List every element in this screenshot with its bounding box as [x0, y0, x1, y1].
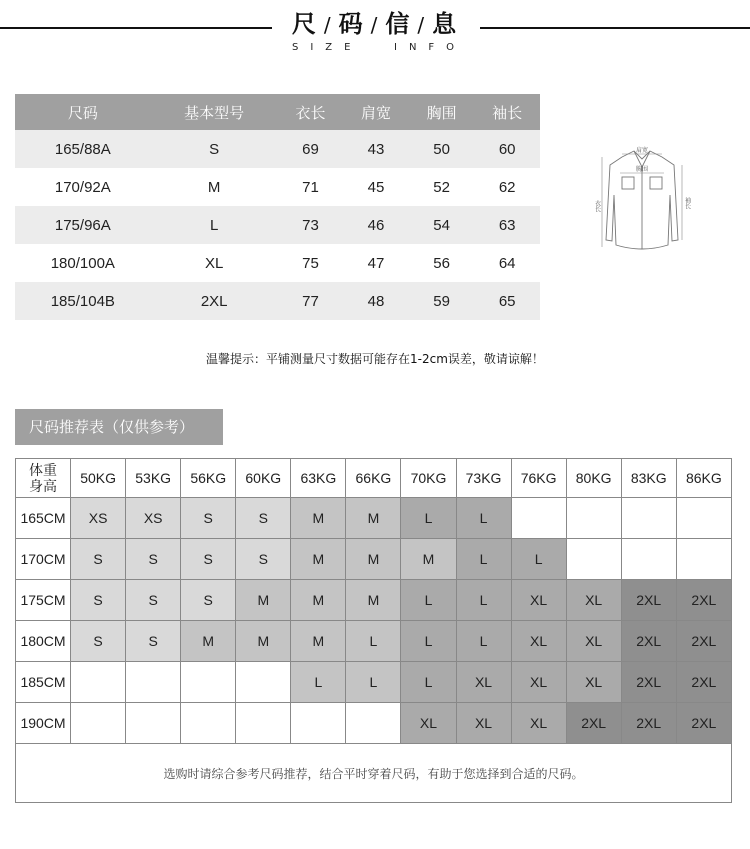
size-recommend-cell: XL [511, 621, 566, 662]
size-recommend-cell [236, 703, 291, 744]
size-recommend-cell: XL [511, 703, 566, 744]
size-recommend-cell [566, 498, 621, 539]
size-recommend-cell [676, 539, 731, 580]
recommend-table [15, 458, 732, 803]
weight-header: 56KG [181, 459, 236, 498]
title-char: 尺 [291, 10, 318, 38]
size-recommend-cell: XL [566, 662, 621, 703]
weight-header: 63KG [291, 459, 346, 498]
recommend-note: 选购时请综合参考尺码推荐，结合平时穿着尺码，有助于您选择到合适的尺码。 [16, 744, 732, 803]
corner-bottom: 身高 [29, 478, 58, 494]
size-recommend-cell: L [401, 662, 456, 703]
size-recommend-cell [511, 498, 566, 539]
weight-header: 80KG [566, 459, 621, 498]
size-cell: 50 [409, 130, 475, 168]
size-recommend-cell: XS [126, 498, 181, 539]
size-recommend-cell [236, 662, 291, 703]
weight-header: 66KG [346, 459, 401, 498]
size-recommend-cell: M [346, 498, 401, 539]
size-recommend-cell: XL [566, 621, 621, 662]
size-cell: 180/100A [50, 254, 115, 272]
size-recommend-cell: M [291, 580, 346, 621]
weight-header: 70KG [401, 459, 456, 498]
size-recommend-cell: S [181, 539, 236, 580]
size-cell: 45 [367, 178, 385, 196]
size-cell: 170/92A [54, 178, 111, 196]
size-cell: 175/96A [15, 206, 151, 244]
height-header: 165CM [16, 498, 71, 539]
size-recommend-cell: 2XL [621, 621, 676, 662]
size-recommend-cell: L [346, 662, 401, 703]
size-recommend-cell: M [236, 580, 291, 621]
size-recommend-cell: L [456, 621, 511, 662]
page-title: 尺 / 码 / 信 / 息 [291, 10, 459, 38]
size-row [15, 282, 540, 320]
size-recommend-cell: S [181, 498, 236, 539]
size-recommend-cell: M [291, 621, 346, 662]
weight-header: 53KG [126, 459, 181, 498]
title-char: 码 [338, 10, 365, 38]
size-recommend-cell [566, 539, 621, 580]
size-recommend-cell: XS [71, 498, 126, 539]
size-cell: 56 [433, 254, 450, 272]
size-recommend-cell: 2XL [676, 662, 731, 703]
size-recommend-cell: L [401, 580, 456, 621]
corner-top: 体重 [29, 462, 58, 478]
size-cell: 77 [278, 282, 344, 320]
size-recommend-cell: XL [511, 662, 566, 703]
size-cell: 71 [302, 178, 319, 196]
size-recommend-cell [291, 703, 346, 744]
height-row [16, 498, 732, 539]
size-recommend-cell: L [456, 580, 511, 621]
subtitle-info: INFO [394, 42, 467, 53]
weight-header-row [16, 459, 732, 498]
height-row [16, 539, 732, 580]
size-recommend-cell: S [126, 580, 181, 621]
size-cell: XL [204, 254, 224, 272]
size-cell: 54 [409, 206, 475, 244]
size-recommend-cell: S [126, 621, 181, 662]
column-header: 袖长 [474, 94, 540, 130]
size-table-header [15, 94, 540, 130]
size-recommend-cell: M [401, 539, 456, 580]
weight-header: 73KG [456, 459, 511, 498]
size-recommend-cell: XL [456, 703, 511, 744]
size-recommend-cell: M [291, 498, 346, 539]
size-recommend-cell: M [346, 580, 401, 621]
size-cell: 52 [433, 178, 450, 196]
size-recommend-cell: L [456, 539, 511, 580]
height-row [16, 662, 732, 703]
size-row [15, 244, 540, 282]
size-recommend-cell: L [401, 621, 456, 662]
title-char: 息 [432, 10, 459, 38]
size-table [15, 94, 540, 320]
size-row [15, 168, 540, 206]
size-recommend-cell: XL [511, 580, 566, 621]
subtitle-size: SIZE [292, 42, 363, 53]
size-recommend-cell: M [181, 621, 236, 662]
size-recommend-cell: 2XL [621, 662, 676, 703]
size-cell: 59 [409, 282, 475, 320]
weight-header: 76KG [511, 459, 566, 498]
size-recommend-cell: S [181, 580, 236, 621]
size-recommend-cell: XL [456, 662, 511, 703]
size-recommend-cell: S [126, 539, 181, 580]
size-cell: L [151, 206, 278, 244]
size-recommend-cell: S [71, 539, 126, 580]
size-cell: 60 [474, 130, 540, 168]
height-header: 170CM [16, 539, 71, 580]
size-recommend-cell: XL [401, 703, 456, 744]
size-cell: 73 [278, 206, 344, 244]
size-recommend-cell: L [401, 498, 456, 539]
height-row [16, 580, 732, 621]
size-cell: 63 [474, 206, 540, 244]
weight-header: 50KG [71, 459, 126, 498]
recommend-tag: 尺码推荐表（仅供参考） [15, 409, 223, 445]
chest-label: 胸围 [635, 166, 649, 173]
height-row [16, 703, 732, 744]
column-header: 基本型号 [151, 94, 278, 130]
size-cell: 62 [498, 178, 516, 196]
size-recommend-cell [676, 498, 731, 539]
size-recommend-cell: M [346, 539, 401, 580]
size-cell: 47 [367, 254, 385, 272]
size-row [15, 130, 540, 168]
size-recommend-cell [621, 498, 676, 539]
size-cell: 165/88A [15, 130, 151, 168]
size-recommend-cell [346, 703, 401, 744]
size-cell: 185/104B [15, 282, 151, 320]
size-recommend-cell: XL [566, 580, 621, 621]
size-recommend-cell [71, 703, 126, 744]
length-label: 衣长 [593, 200, 601, 212]
size-recommend-cell: 2XL [676, 703, 731, 744]
sleeve-label: 袖长 [683, 197, 691, 209]
size-recommend-cell [181, 703, 236, 744]
size-recommend-cell: 2XL [621, 703, 676, 744]
height-header: 185CM [16, 662, 71, 703]
size-recommend-cell [621, 539, 676, 580]
size-recommend-cell: S [71, 580, 126, 621]
size-recommend-cell: L [456, 498, 511, 539]
size-recommend-cell: 2XL [676, 580, 731, 621]
size-recommend-cell: S [236, 498, 291, 539]
column-header: 衣长 [278, 94, 344, 130]
column-header: 尺码 [15, 94, 151, 130]
size-recommend-cell: L [291, 662, 346, 703]
size-cell: 65 [474, 282, 540, 320]
size-cell: 2XL [151, 282, 278, 320]
size-recommend-cell [126, 703, 181, 744]
shoulder-label: 肩宽 [635, 147, 649, 154]
size-cell: 64 [498, 254, 516, 272]
size-row [15, 206, 540, 244]
measurement-tip: 温馨提示：平铺测量尺寸数据可能存在1-2cm误差，敬请谅解！ [206, 352, 544, 366]
size-cell: 69 [278, 130, 344, 168]
size-cell: 48 [343, 282, 409, 320]
size-recommend-cell [71, 662, 126, 703]
size-cell: M [207, 178, 221, 196]
weight-header: 60KG [236, 459, 291, 498]
size-recommend-cell [181, 662, 236, 703]
title-char: 信 [385, 10, 412, 38]
size-recommend-cell [126, 662, 181, 703]
size-cell: 46 [343, 206, 409, 244]
size-recommend-cell: S [236, 539, 291, 580]
corner-cell [16, 459, 71, 498]
shirt-diagram [592, 145, 692, 260]
weight-header: 86KG [676, 459, 731, 498]
height-row [16, 621, 732, 662]
size-recommend-cell: M [291, 539, 346, 580]
height-header: 175CM [16, 580, 71, 621]
weight-header: 83KG [621, 459, 676, 498]
height-header: 190CM [16, 703, 71, 744]
size-recommend-cell: 2XL [566, 703, 621, 744]
size-recommend-cell: M [236, 621, 291, 662]
size-cell: S [151, 130, 278, 168]
column-header: 肩宽 [343, 94, 409, 130]
size-recommend-cell: L [511, 539, 566, 580]
height-header: 180CM [16, 621, 71, 662]
column-header: 胸围 [409, 94, 475, 130]
size-recommend-cell: 2XL [676, 621, 731, 662]
size-cell: 43 [343, 130, 409, 168]
size-recommend-cell: S [71, 621, 126, 662]
size-cell: 75 [302, 254, 319, 272]
size-recommend-cell: 2XL [621, 580, 676, 621]
size-recommend-cell: L [346, 621, 401, 662]
